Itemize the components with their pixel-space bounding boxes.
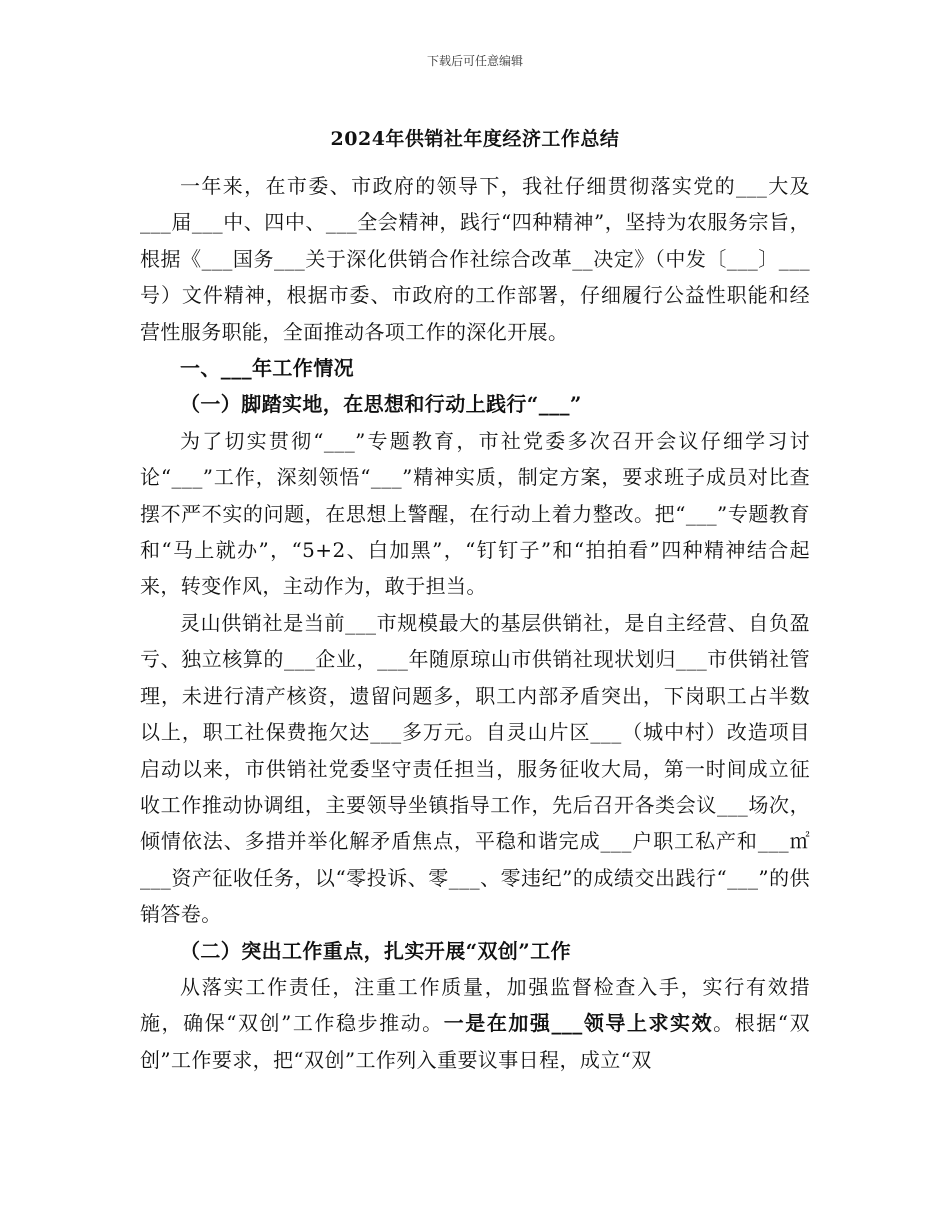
body-paragraph: 为了切实贯彻“___”专题教育，市社党委多次召开会议仔细学习讨论“___”工作，深刻领悟“___”精神实质，制定方案，要求班子成员对比查摆不严不实的问题，在思想上警醒，在行动上着力整改。把“___”专题教育和“马上就办”，“5+2、白加黑”，“钉钉子”和“拍拍看”四种精神结合起来，转变作风，主动作为，敢于担当。 [140,428,810,599]
body-paragraph [140,969,810,1078]
bold-emphasis: 一是在加强___领导上求实效 [443,1011,714,1036]
subsection-heading: （二）突出工作重点，扎实开展“双创”工作 [180,938,572,963]
page-header: 下载后可任意编辑 [426,54,523,68]
subsection-heading: （一）脚踏实地，在思想和行动上践行“___” [180,392,582,417]
body-paragraph: 灵山供销社是当前___市规模最大的基层供销社，是自主经营、自负盈亏、独立核算的___企业，___年随原琼山市供销社现状划归___市供销社管理，未进行清产核资，遗留问题多，职工内部矛盾突出，下岗职工占半数以上，职工社保费拖欠达___多万元。自灵山片区___（城中村）改造项目启动以来，市供销社党委坚守责任担当，服务征收大局，第一时间成立征收工作推动协调组，主要领导坐镇指导工作，先后召开各类会议___场次，倾情依法、多措并举化解矛盾焦点，平稳和谐完成___户职工私产和___㎡___资产征收任务，以“零投诉、零___、零违纪”的成绩交出践行“___”的供销答卷。 [140,610,810,927]
intro-paragraph: 一年来，在市委、市政府的领导下，我社仔细贯彻落实党的___大及___届___中、四中、___全会精神，践行“四种精神”，坚持为农服务宗旨，根据《___国务___关于深化供销合作社综合改革__决定》（中发〔___〕___号）文件精神，根据市委、市政府的工作部署，仔细履行公益性职能和经营性服务职能，全面推动各项工作的深化开展。 [140,174,810,344]
document-title: 2024年供销社年度经济工作总结 [330,128,620,150]
paragraph-text: 。根据“双创”工作要求，把“双创”工作列入重要议事日程，成立“双 [140,1011,810,1072]
document-body [140,168,810,1078]
paragraph-text: 从落实工作责任，注重工作质量，加强监督检查入手，实行有效措施，确保“双创”工作稳步推动。 [140,974,810,1036]
section-heading: 一、___年工作情况 [180,356,354,381]
